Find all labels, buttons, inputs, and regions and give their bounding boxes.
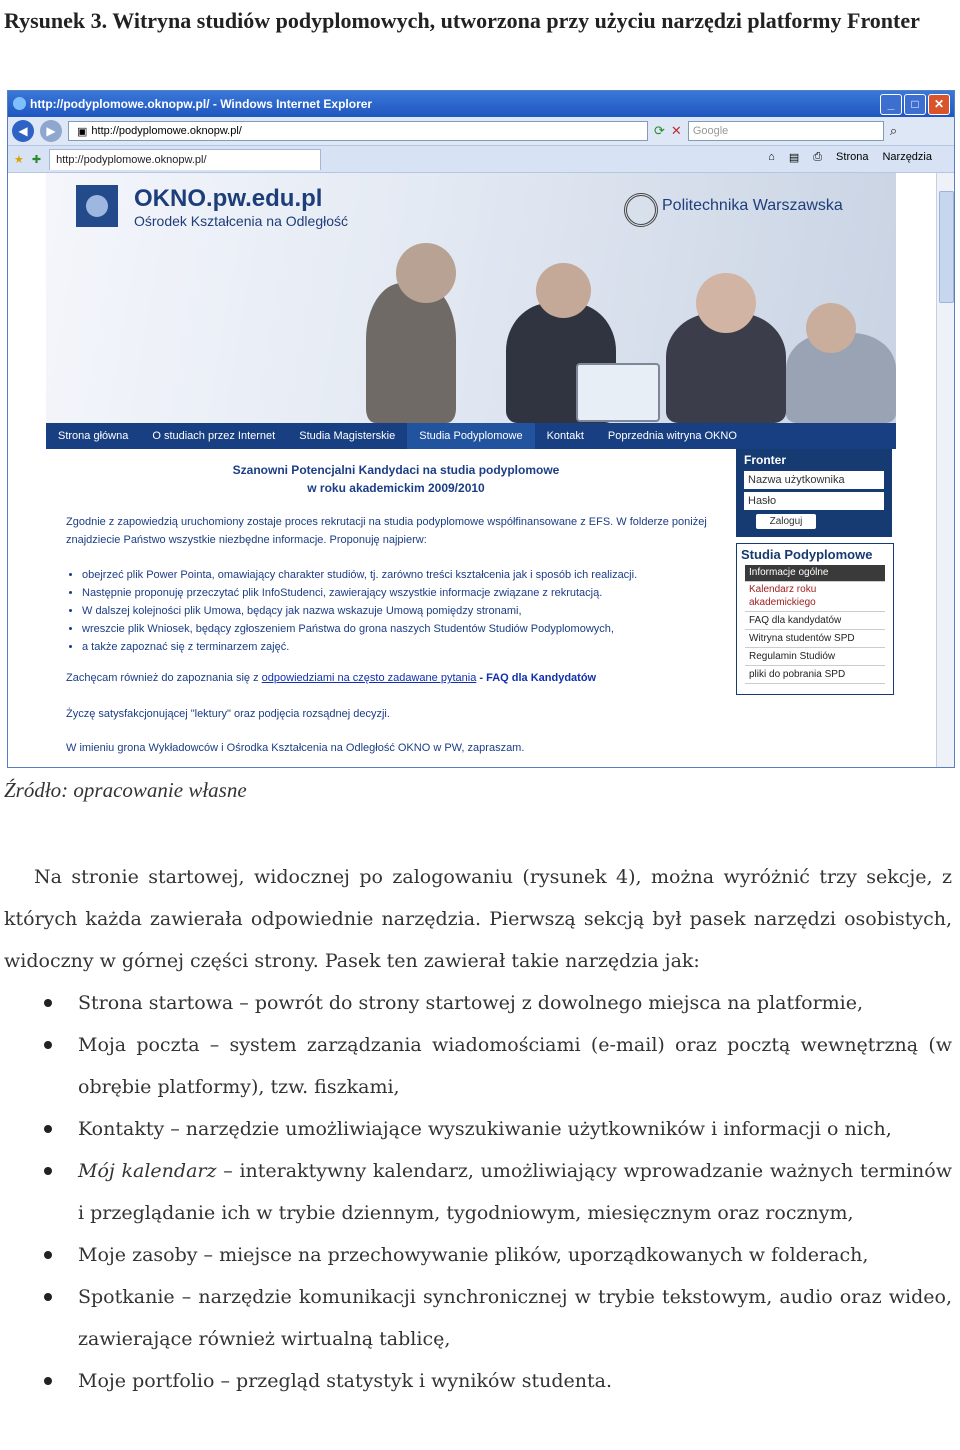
- closing-line: W imieniu grona Wykładowców i Ośrodka Kształcenia na Odległość OKNO w PW, zapraszam.: [66, 742, 525, 754]
- stop-icon[interactable]: ✕: [670, 123, 682, 138]
- pw-name: Politechnika Warszawska: [662, 197, 843, 214]
- favorites-star-icon[interactable]: ★: [14, 153, 24, 166]
- page-viewport: [8, 173, 936, 767]
- bullet-list: [66, 566, 732, 656]
- minimize-button[interactable]: _: [880, 94, 902, 115]
- nav-item[interactable]: O studiach przez Internet: [152, 430, 276, 442]
- spd-menu-item[interactable]: pliki do pobrania SPD: [745, 667, 885, 684]
- list-item[interactable]: • W dalszej kolejności plik Umowa, będący jak nazwa wskazuje Umową pomiędzy stronami,: [82, 602, 732, 620]
- faq-bold[interactable]: - FAQ dla Kandydatów: [476, 672, 597, 684]
- list-item: Moja poczta – system zarządzania wiadomościami (e-mail) oraz pocztą wewnętrzną (w obrębie platformy), tzw. fiszkami,: [4, 1024, 952, 1108]
- search-icon[interactable]: ⌕: [889, 123, 898, 138]
- vertical-scrollbar[interactable]: [936, 173, 955, 767]
- faq-link[interactable]: odpowiedziami na często zadawane pytania: [261, 672, 477, 684]
- search-input[interactable]: Google: [688, 121, 884, 141]
- spd-menu-item[interactable]: Kalendarz roku akademickiego: [745, 583, 885, 612]
- spd-heading: Studia Podyplomowe: [737, 544, 893, 565]
- okno-subtitle: Ośrodek Kształcenia na Odległość: [134, 213, 348, 229]
- page-icon: ▣: [77, 125, 88, 138]
- spd-menu-item[interactable]: Regulamin Studiów: [745, 649, 885, 666]
- okno-title: OKNO.pw.edu.pl: [134, 185, 323, 212]
- list-item[interactable]: • wreszcie plik Wniosek, będący zgłoszeniem Państwa do grona naszych Studentów Studiów Podyplomowych,: [82, 620, 732, 638]
- body-text: [4, 856, 952, 1402]
- faq-line: Zachęcam również do zapoznania się z odpowiedziami na często zadawane pytania - FAQ dla Kandydatów: [66, 672, 597, 684]
- list-item: Moje zasoby – miejsce na przechowywanie plików, uporządkowanych w folderach,: [4, 1234, 952, 1276]
- password-field[interactable]: Hasło: [744, 492, 884, 510]
- feeds-icon[interactable]: ▤: [788, 152, 800, 164]
- nav-item[interactable]: Studia Magisterskie: [299, 430, 396, 442]
- forward-button[interactable]: ▶: [40, 120, 62, 142]
- login-button[interactable]: Zaloguj: [756, 514, 816, 529]
- maximize-button[interactable]: □: [904, 94, 926, 115]
- ie-logo-icon: [13, 97, 26, 110]
- address-toolbar: [8, 117, 954, 146]
- tab-page[interactable]: http://podyplomowe.oknopw.pl/: [49, 149, 321, 170]
- window-titlebar: [8, 91, 954, 117]
- page-menu[interactable]: Strona: [836, 151, 869, 163]
- close-button[interactable]: ✕: [928, 94, 950, 115]
- figure-caption: Rysunek 3. Witryna studiów podyplomowych, utworzona przy użyciu narzędzi platformy Fronter: [4, 8, 920, 33]
- list-item[interactable]: • a także zapoznać się z terminarzem zajęć.: [82, 638, 732, 656]
- list-item: Moje portfolio – przegląd statystyk i wyników studenta.: [4, 1360, 952, 1402]
- scroll-thumb[interactable]: [939, 191, 954, 303]
- tab-bar: [8, 146, 954, 173]
- home-icon[interactable]: ⌂: [768, 151, 775, 163]
- nav-item[interactable]: Kontakt: [546, 430, 584, 442]
- window-title: http://podyplomowe.oknopw.pl/ - Windows Internet Explorer: [30, 97, 373, 111]
- tools-menu[interactable]: Narzędzia: [882, 151, 932, 163]
- nav-item-active[interactable]: Studia Podyplomowe: [407, 423, 534, 449]
- username-field[interactable]: Nazwa użytkownika: [744, 471, 884, 489]
- address-input[interactable]: ▣ http://podyplomowe.oknopw.pl/: [68, 121, 648, 141]
- back-button[interactable]: ◀: [12, 120, 34, 142]
- list-item: Spotkanie – narzędzie komunikacji synchronicznej w trybie tekstowym, audio oraz wideo, zawierające również wirtualną tablicę,: [4, 1276, 952, 1360]
- list-item: Kontakty – narzędzie umożliwiające wyszukiwanie użytkowników i informacji o nich,: [4, 1108, 952, 1150]
- intro-paragraph: Zgodnie z zapowiedzią uruchomiony zostaje proces rekrutacji na studia podyplomowe współfinansowane z EFS. W folderze poniżej znajdziecie Państwo wszystkie niezbędne informacje. Proponuję najpierw:: [66, 516, 707, 546]
- spd-menu-item[interactable]: FAQ dla kandydatów: [745, 613, 885, 630]
- fronter-heading: Fronter: [744, 453, 786, 467]
- spd-menu: [736, 543, 894, 695]
- fronter-login-box: [736, 449, 892, 537]
- refresh-icon[interactable]: ⟳: [654, 123, 665, 138]
- nav-item[interactable]: Poprzednia witryna OKNO: [607, 430, 737, 442]
- paragraph: Na stronie startowej, widocznej po zalogowaniu (rysunek 4), można wyróżnić trzy sekcje, z których każda zawierała odpowiednie narzędzia. Pierwszą sekcją był pasek narzędzi osobistych, widoczny w górnej części strony. Pasek ten zawierał takie narzędzia jak:: [4, 866, 952, 972]
- greeting: Szanowni Potencjalni Kandydaci na studia podyplomowe w roku akademickim 2009/2010: [232, 463, 560, 495]
- spd-menu-item[interactable]: Witryna studentów SPD: [745, 631, 885, 648]
- okno-logo[interactable]: [76, 185, 118, 227]
- list-item[interactable]: • Następnie proponuję przeczytać plik InfoStudenci, zawierający wszystkie informacje związane z rekrutacją.: [82, 584, 732, 602]
- add-favorite-icon[interactable]: ✚: [31, 153, 42, 166]
- list-item[interactable]: • obejrzeć plik Power Pointa, omawiający charakter studiów, tj. zarówno treści kształcenia jak i sposób ich realizacji.: [82, 566, 732, 584]
- list-item: Mój kalendarz – interaktywny kalendarz, umożliwiający wprowadzanie ważnych terminów i przeglądanie ich w trybie dziennym, tygodniowym, miesięcznym oraz rocznym,: [4, 1150, 952, 1234]
- site-header: [46, 173, 896, 423]
- site-nav: [46, 423, 896, 449]
- site-sidebar: [736, 449, 892, 767]
- spd-menu-item-active[interactable]: Informacje ogólne: [745, 565, 885, 582]
- pw-emblem-icon: [624, 193, 658, 227]
- figure-source: Źródło: opracowanie własne: [4, 778, 247, 802]
- nav-item[interactable]: Strona główna: [58, 430, 129, 442]
- browser-window: [7, 90, 955, 768]
- wish-line: Życzę satysfakcjonującej "lektury" oraz podjęcia rozsądnej decyzji.: [66, 708, 390, 720]
- site-content: [46, 449, 896, 767]
- header-photo: [246, 243, 896, 423]
- list-item: Strona startowa – powrót do strony startowej z dowolnego miejsca na platformie,: [4, 982, 952, 1024]
- print-icon[interactable]: ⎙: [813, 151, 823, 163]
- tools-list: [4, 982, 952, 1402]
